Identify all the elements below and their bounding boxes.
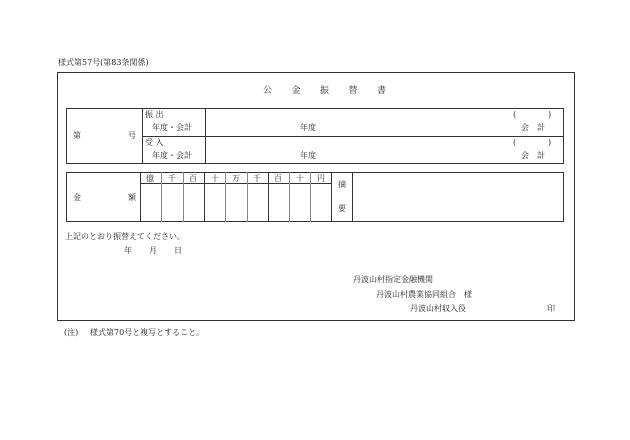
date-month-label: 月	[149, 246, 157, 255]
transfer-out-year-label: 年度	[300, 123, 316, 132]
digit-separator-major	[204, 172, 205, 222]
instruction-text: 上記のとおり振替えてください。	[65, 232, 185, 241]
digit-separator	[225, 172, 226, 222]
transfer-out-paren-close: )	[548, 110, 552, 119]
digit-header: 十	[296, 174, 304, 183]
digit-separator	[289, 172, 290, 222]
number-label-suffix: 号	[128, 131, 136, 140]
digit-header: 千	[168, 174, 176, 183]
transfer-in-paren-open: (	[513, 138, 517, 147]
form-title: 公 金 振 替 書	[263, 86, 387, 96]
digit-header: 百	[274, 174, 282, 183]
footnote-mark: (注)	[64, 328, 79, 337]
transfer-out-paren-open: (	[513, 110, 517, 119]
divider	[331, 172, 332, 222]
amount-label-c2: 額	[128, 193, 136, 202]
transfer-out-label: 振 出	[145, 110, 164, 119]
summary-label-c2: 要	[338, 204, 346, 213]
digit-separator	[183, 172, 184, 222]
digit-separator	[161, 172, 162, 222]
date-day-label: 日	[174, 246, 182, 255]
number-label-prefix: 第	[73, 131, 81, 140]
summary-label-c1: 摘	[338, 180, 346, 189]
digit-header: 万	[232, 174, 240, 183]
footnote-text: 様式第70号と複写とすること。	[90, 328, 205, 337]
transfer-out-account-label: 会 計	[521, 123, 545, 132]
digit-separator	[310, 172, 311, 222]
form-reference: 様式第57号(第83条関係)	[58, 58, 149, 67]
transfer-in-account-label: 会 計	[521, 151, 545, 160]
digit-header: 十	[211, 174, 219, 183]
digit-header: 億	[146, 174, 154, 183]
addressee-bank: 丹波山村指定金融機関	[353, 275, 433, 284]
divider	[142, 136, 564, 137]
digit-separator-major	[268, 172, 269, 222]
transfer-in-label: 受 入	[145, 138, 164, 147]
addressee-treasurer: 丹波山村収入役	[410, 304, 466, 313]
digit-separator	[247, 172, 248, 222]
date-year-label: 年	[124, 246, 132, 255]
digit-header: 円	[317, 174, 325, 183]
digit-header-line	[140, 183, 331, 184]
transfer-in-sublabel: 年度・会計	[152, 151, 192, 160]
transfer-out-sublabel: 年度・会計	[152, 123, 192, 132]
divider	[352, 172, 353, 222]
transfer-in-paren-close: )	[548, 138, 552, 147]
amount-label-c1: 金	[73, 193, 81, 202]
seal-mark: 印	[547, 304, 555, 313]
digit-header: 百	[189, 174, 197, 183]
digit-header: 千	[253, 174, 261, 183]
transfer-in-year-label: 年度	[300, 151, 316, 160]
divider	[140, 172, 141, 222]
addressee-coop: 丹波山村農業協同組合 様	[376, 290, 472, 299]
